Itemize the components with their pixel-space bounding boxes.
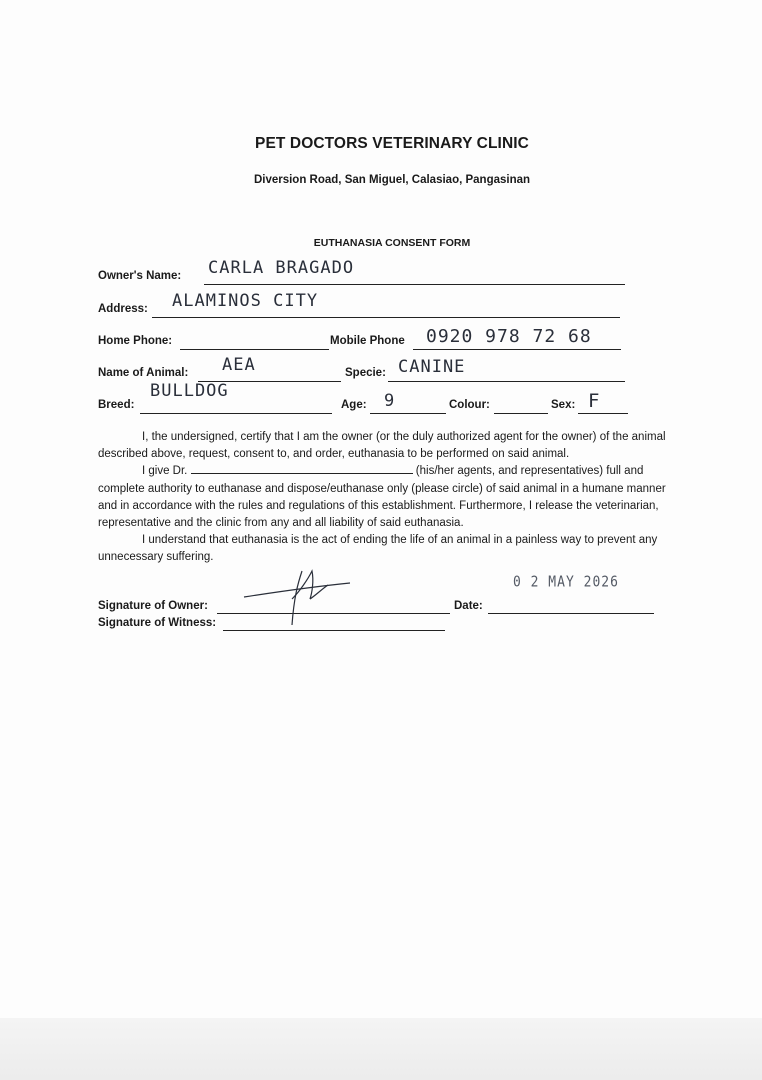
consent-paragraph-1: I, the undersigned, certify that I am the owner (or the duly authorized agent for the owner) of the animal described above, request, consent to, and order, euthanasia to be performed on said animal. [98, 431, 666, 461]
date-line [488, 613, 654, 614]
consent-statement [98, 429, 688, 567]
date-label: Date: [454, 600, 483, 612]
address-label: Address: [98, 303, 148, 315]
animal-name-label: Name of Animal: [98, 367, 189, 379]
date-stamp: 0 2 MAY 2026 [513, 573, 619, 592]
sex-line [578, 413, 628, 414]
age-label: Age: [341, 399, 367, 411]
doctor-name-line [191, 463, 413, 474]
mobile-phone-value: 0920 978 72 68 [426, 326, 592, 347]
specie-line [388, 381, 625, 382]
specie-value: CANINE [398, 357, 466, 377]
owner-name-line [204, 284, 625, 285]
specie-label: Specie: [345, 367, 386, 379]
address-value: ALAMINOS CITY [172, 291, 319, 311]
signature-owner-label: Signature of Owner: [98, 600, 208, 612]
scan-edge [0, 1018, 762, 1080]
age-value: 9 [384, 391, 396, 411]
address-line [152, 317, 620, 318]
home-phone-line [180, 349, 329, 350]
authority-text: (his/her agents, and representatives) full and complete authority to euthanase and dispose/euthanase only (please circle) of said animal in a humane manner and in accordance with the rules and regulations of this establishment. Furthermore, I release the veterinarian, representative and the clinic from any and all liability of said euthanasia. [98, 465, 666, 530]
breed-label: Breed: [98, 399, 135, 411]
breed-value: BULLDOG [150, 381, 229, 401]
owner-signature [240, 565, 360, 635]
give-dr-text: I give Dr. [142, 465, 188, 478]
colour-line [494, 413, 548, 414]
clinic-name: PET DOCTORS VETERINARY CLINIC [255, 135, 529, 152]
consent-paragraph-2 [98, 463, 688, 532]
consent-paragraph-3: I understand that euthanasia is the act of ending the life of an animal in a painless way to prevent any unnecessary suffering. [98, 534, 658, 564]
mobile-phone-label: Mobile Phone [330, 335, 405, 347]
owner-name-value: CARLA BRAGADO [208, 258, 355, 278]
colour-label: Colour: [449, 399, 490, 411]
sex-label: Sex: [551, 399, 576, 411]
mobile-phone-line [413, 349, 621, 350]
age-line [370, 413, 446, 414]
owner-name-label: Owner's Name: [98, 270, 182, 282]
form-title: EUTHANASIA CONSENT FORM [313, 237, 471, 249]
home-phone-label: Home Phone: [98, 335, 173, 347]
sex-value: F [588, 390, 601, 412]
breed-line [140, 413, 332, 414]
animal-name-value: AEA [222, 355, 256, 375]
clinic-address: Diversion Road, San Miguel, Calasiao, Pangasinan [253, 174, 531, 186]
signature-witness-label: Signature of Witness: [98, 617, 217, 629]
